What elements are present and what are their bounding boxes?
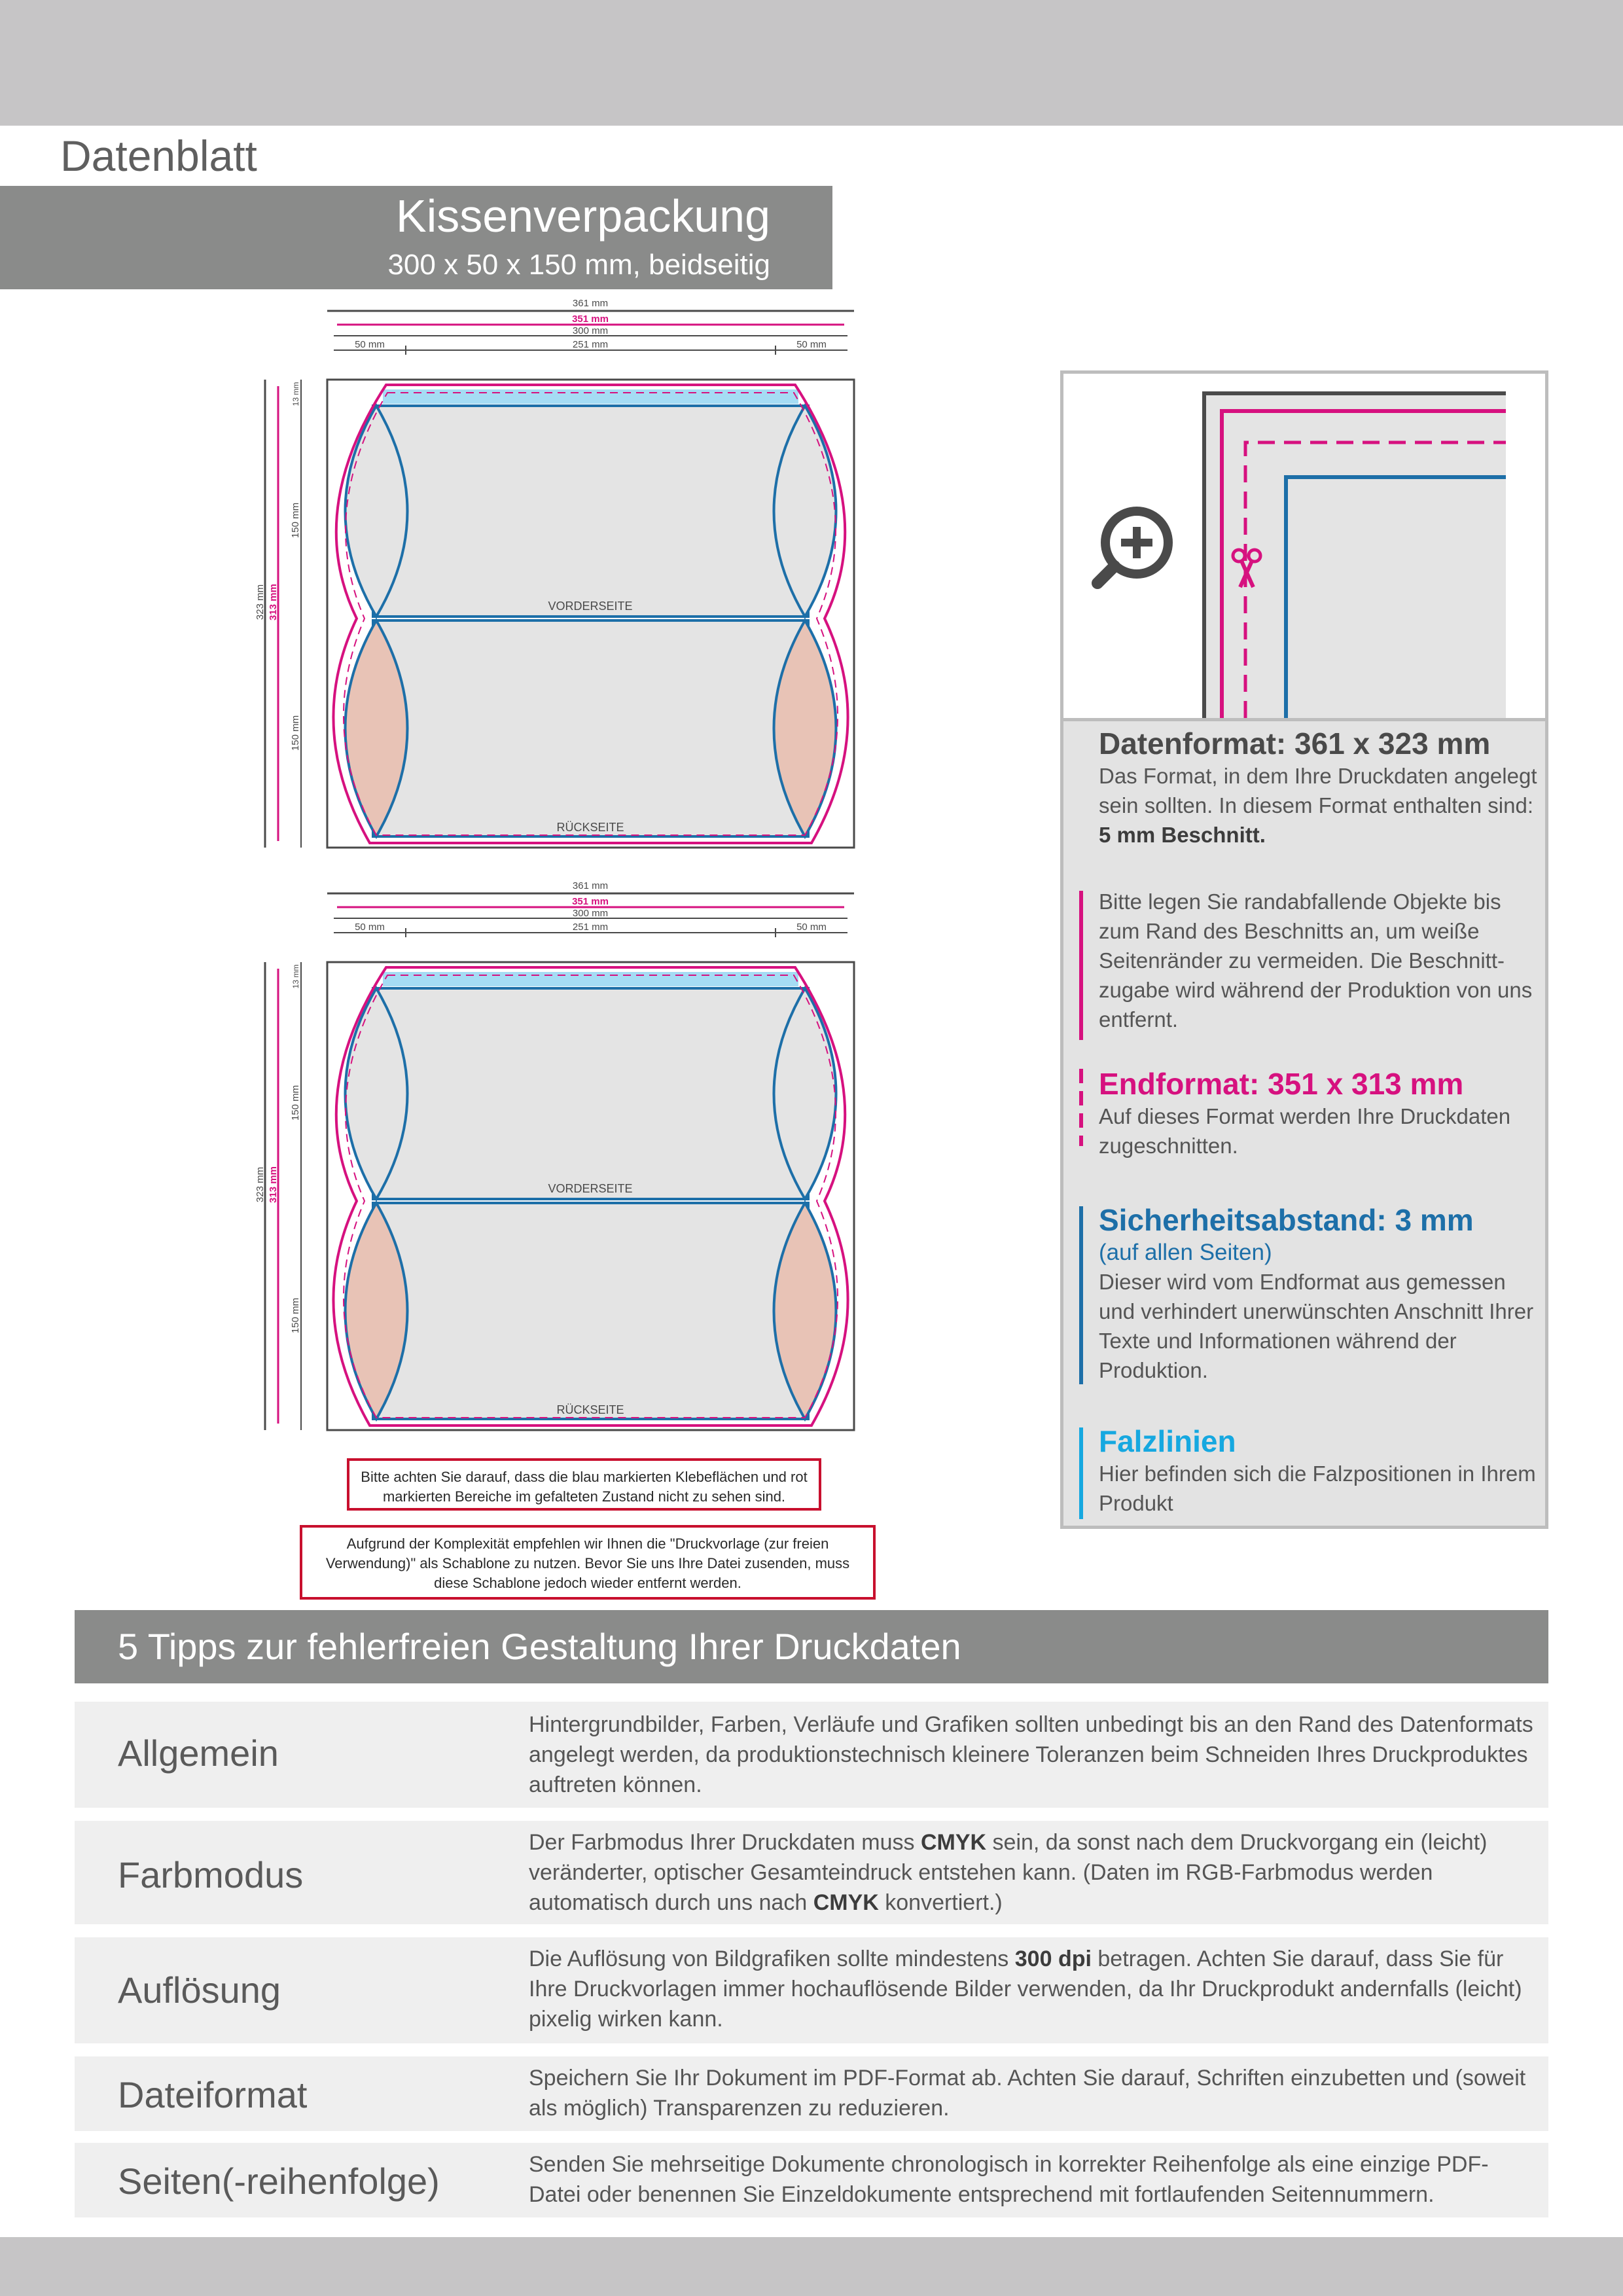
tip-label-seiten: Seiten(-reihenfolge) <box>118 2161 440 2202</box>
tip-text-farbmodus: Der Farbmodus Ihrer Druckdaten muss CMYK sein, da sonst nach dem Druckvorgang ein (leicht) veränderter, optischer Gesamteindruck entstehen kann. (Daten im RGB-Farbmodus werden automatisch durch uns nach CMYK konvertiert.) <box>529 1830 1488 1915</box>
legend-falz <box>1099 1424 1537 1518</box>
tip-row-dateiformat <box>75 2056 1548 2131</box>
label-front: VORDERSEITE <box>548 600 633 613</box>
tip-text-aufloesung: Die Auflösung von Bildgrafiken sollte mindestens 300 dpi betragen. Achten Sie darauf, dass Sie für Ihre Druckvorlagen immer hochauflösende Bilder verwenden, da Ihr Druckprodukt andernfalls (leicht) pixelig wirken kann. <box>529 1946 1522 2032</box>
bleed-bar <box>1079 891 1083 1040</box>
note-template: Aufgrund der Komplexität empfehlen wir Ihnen die "Druckvorlage (zur freien Verwendung)" als Schablone zu nutzen. Bevor Sie uns Ihre Datei zusenden, muss diese Schablone jedoch wieder entfernt werden. <box>300 1525 876 1600</box>
tip-text-seiten: Senden Sie mehrseitige Dokumente chronologisch in korrekter Reihenfolge als eine einzige PDF-Datei oder benennen Sie Einzeldokumente entsprechend mit fortlaufenden Seitennummern. <box>529 2152 1489 2207</box>
safety-bar <box>1079 1206 1083 1384</box>
doc-type-title: Datenblatt <box>0 126 325 186</box>
label-front-2: VORDERSEITE <box>548 1182 633 1195</box>
tip-label-dateiformat: Dateiformat <box>118 2074 308 2115</box>
dim-end-width-2: 351 mm <box>572 896 609 907</box>
trim-dashed-bar <box>1079 1069 1083 1146</box>
dim-body-width: 300 mm <box>572 325 609 336</box>
tip-text-allgemein: Hintergrundbilder, Farben, Verläufe und Grafiken sollten unbedingt bis an den Rand des Datenformats angelegt werden, da produktionstechnisch kleinere Toleranzen beim Schneiden Ihres Druckproduktes auftreten können. <box>529 1712 1533 1797</box>
sicherheit-title: Sicherheitsabstand: 3 mm <box>1099 1203 1474 1237</box>
sicherheit-text: Dieser wird vom Endformat aus gemessen und verhindert unerwünschten Anschnitt Ihrer Texte und Informationen während der Produktion. <box>1099 1270 1534 1382</box>
label-back-2: RÜCKSEITE <box>556 1403 624 1416</box>
dim-end-height: 313 mm <box>268 584 279 620</box>
dim-total-height-2: 323 mm <box>255 1166 266 1203</box>
dieline-svg <box>249 295 864 857</box>
datenformat-title: Datenformat: 361 x 323 mm <box>1099 726 1491 761</box>
dim-panel-top-2: 150 mm <box>290 1085 301 1121</box>
dim-total-width-2: 361 mm <box>572 880 609 891</box>
dim-side-left-2: 50 mm <box>355 922 385 933</box>
label-back: RÜCKSEITE <box>556 821 624 834</box>
dim-panel-top: 150 mm <box>290 502 301 539</box>
dim-center: 251 mm <box>572 339 609 350</box>
dim-body-width-2: 300 mm <box>572 908 609 919</box>
top-band <box>0 0 1623 126</box>
dim-side-right: 50 mm <box>796 339 827 350</box>
fold-bar <box>1079 1427 1083 1519</box>
falz-title: Falzlinien <box>1099 1424 1236 1458</box>
sicherheit-sub: (auf allen Seiten) <box>1099 1240 1272 1265</box>
tips-header: 5 Tipps zur fehlerfreien Gestaltung Ihrer Druckdaten <box>75 1610 1548 1683</box>
dieline-diagram-1 <box>249 295 864 857</box>
beschnitt-text: Bitte legen Sie randabfallende Objekte bis zum Rand des Beschnitts an, um weiße Seitenränder zu vermeiden. Die Beschnitt-zugabe wird während der Produktion von uns entfernt. <box>1099 889 1533 1031</box>
tip-row-aufloesung <box>75 1937 1548 2043</box>
endformat-text: Auf dieses Format werden Ihre Druckdaten zugeschnitten. <box>1099 1104 1511 1158</box>
bottom-band <box>0 2237 1623 2296</box>
note-glue-hidden: Bitte achten Sie darauf, dass die blau markierten Klebeflächen und rot markierten Bereiche im gefalteten Zustand nicht zu sehen sind. <box>347 1458 821 1511</box>
legend-box <box>1060 370 1548 1529</box>
endformat-title: Endformat: 351 x 313 mm <box>1099 1067 1464 1101</box>
legend-sicherheit <box>1099 1202 1537 1385</box>
tip-row-farbmodus <box>75 1821 1548 1924</box>
dieline-svg-2 <box>249 877 864 1440</box>
tip-text-dateiformat: Speichern Sie Ihr Dokument im PDF-Format ab. Achten Sie darauf, Schriften einzubetten und (soweit als möglich) Transparenzen zu reduzieren. <box>529 2066 1526 2121</box>
product-title: Kissenverpackung <box>396 190 770 242</box>
tip-label-allgemein: Allgemein <box>118 1732 279 1774</box>
legend-endformat <box>1099 1066 1537 1160</box>
dim-end-width: 351 mm <box>572 314 609 325</box>
falz-text: Hier befinden sich die Falzpositionen in Ihrem Produkt <box>1099 1462 1536 1515</box>
dim-end-height-2: 313 mm <box>268 1166 279 1203</box>
dim-total-height: 323 mm <box>255 584 266 620</box>
corner-zoom-svg <box>1063 374 1545 718</box>
legend-datenformat <box>1099 726 1537 850</box>
tip-label-aufloesung: Auflösung <box>118 1969 281 2011</box>
product-bar <box>0 186 832 289</box>
dim-side-right-2: 50 mm <box>796 922 827 933</box>
product-subtitle: 300 x 50 x 150 mm, beidseitig <box>387 249 770 281</box>
dim-flap-2: 13 mm <box>291 964 300 989</box>
dieline-diagram-2 <box>249 877 864 1440</box>
dim-center-2: 251 mm <box>572 922 609 933</box>
dim-total-width: 361 mm <box>572 298 609 309</box>
datenformat-text: Das Format, in dem Ihre Druckdaten angelegt sein sollten. In diesem Format enthalten sind: 5 mm Beschnitt. <box>1099 764 1537 847</box>
legend-illustration <box>1063 374 1545 721</box>
dim-panel-bottom-2: 150 mm <box>290 1297 301 1334</box>
tip-row-allgemein <box>75 1702 1548 1808</box>
dim-flap: 13 mm <box>291 382 300 406</box>
tip-row-seiten <box>75 2143 1548 2217</box>
legend-beschnitt <box>1099 887 1537 1034</box>
dim-side-left: 50 mm <box>355 339 385 350</box>
dim-panel-bottom: 150 mm <box>290 715 301 751</box>
tip-label-farbmodus: Farbmodus <box>118 1854 304 1895</box>
